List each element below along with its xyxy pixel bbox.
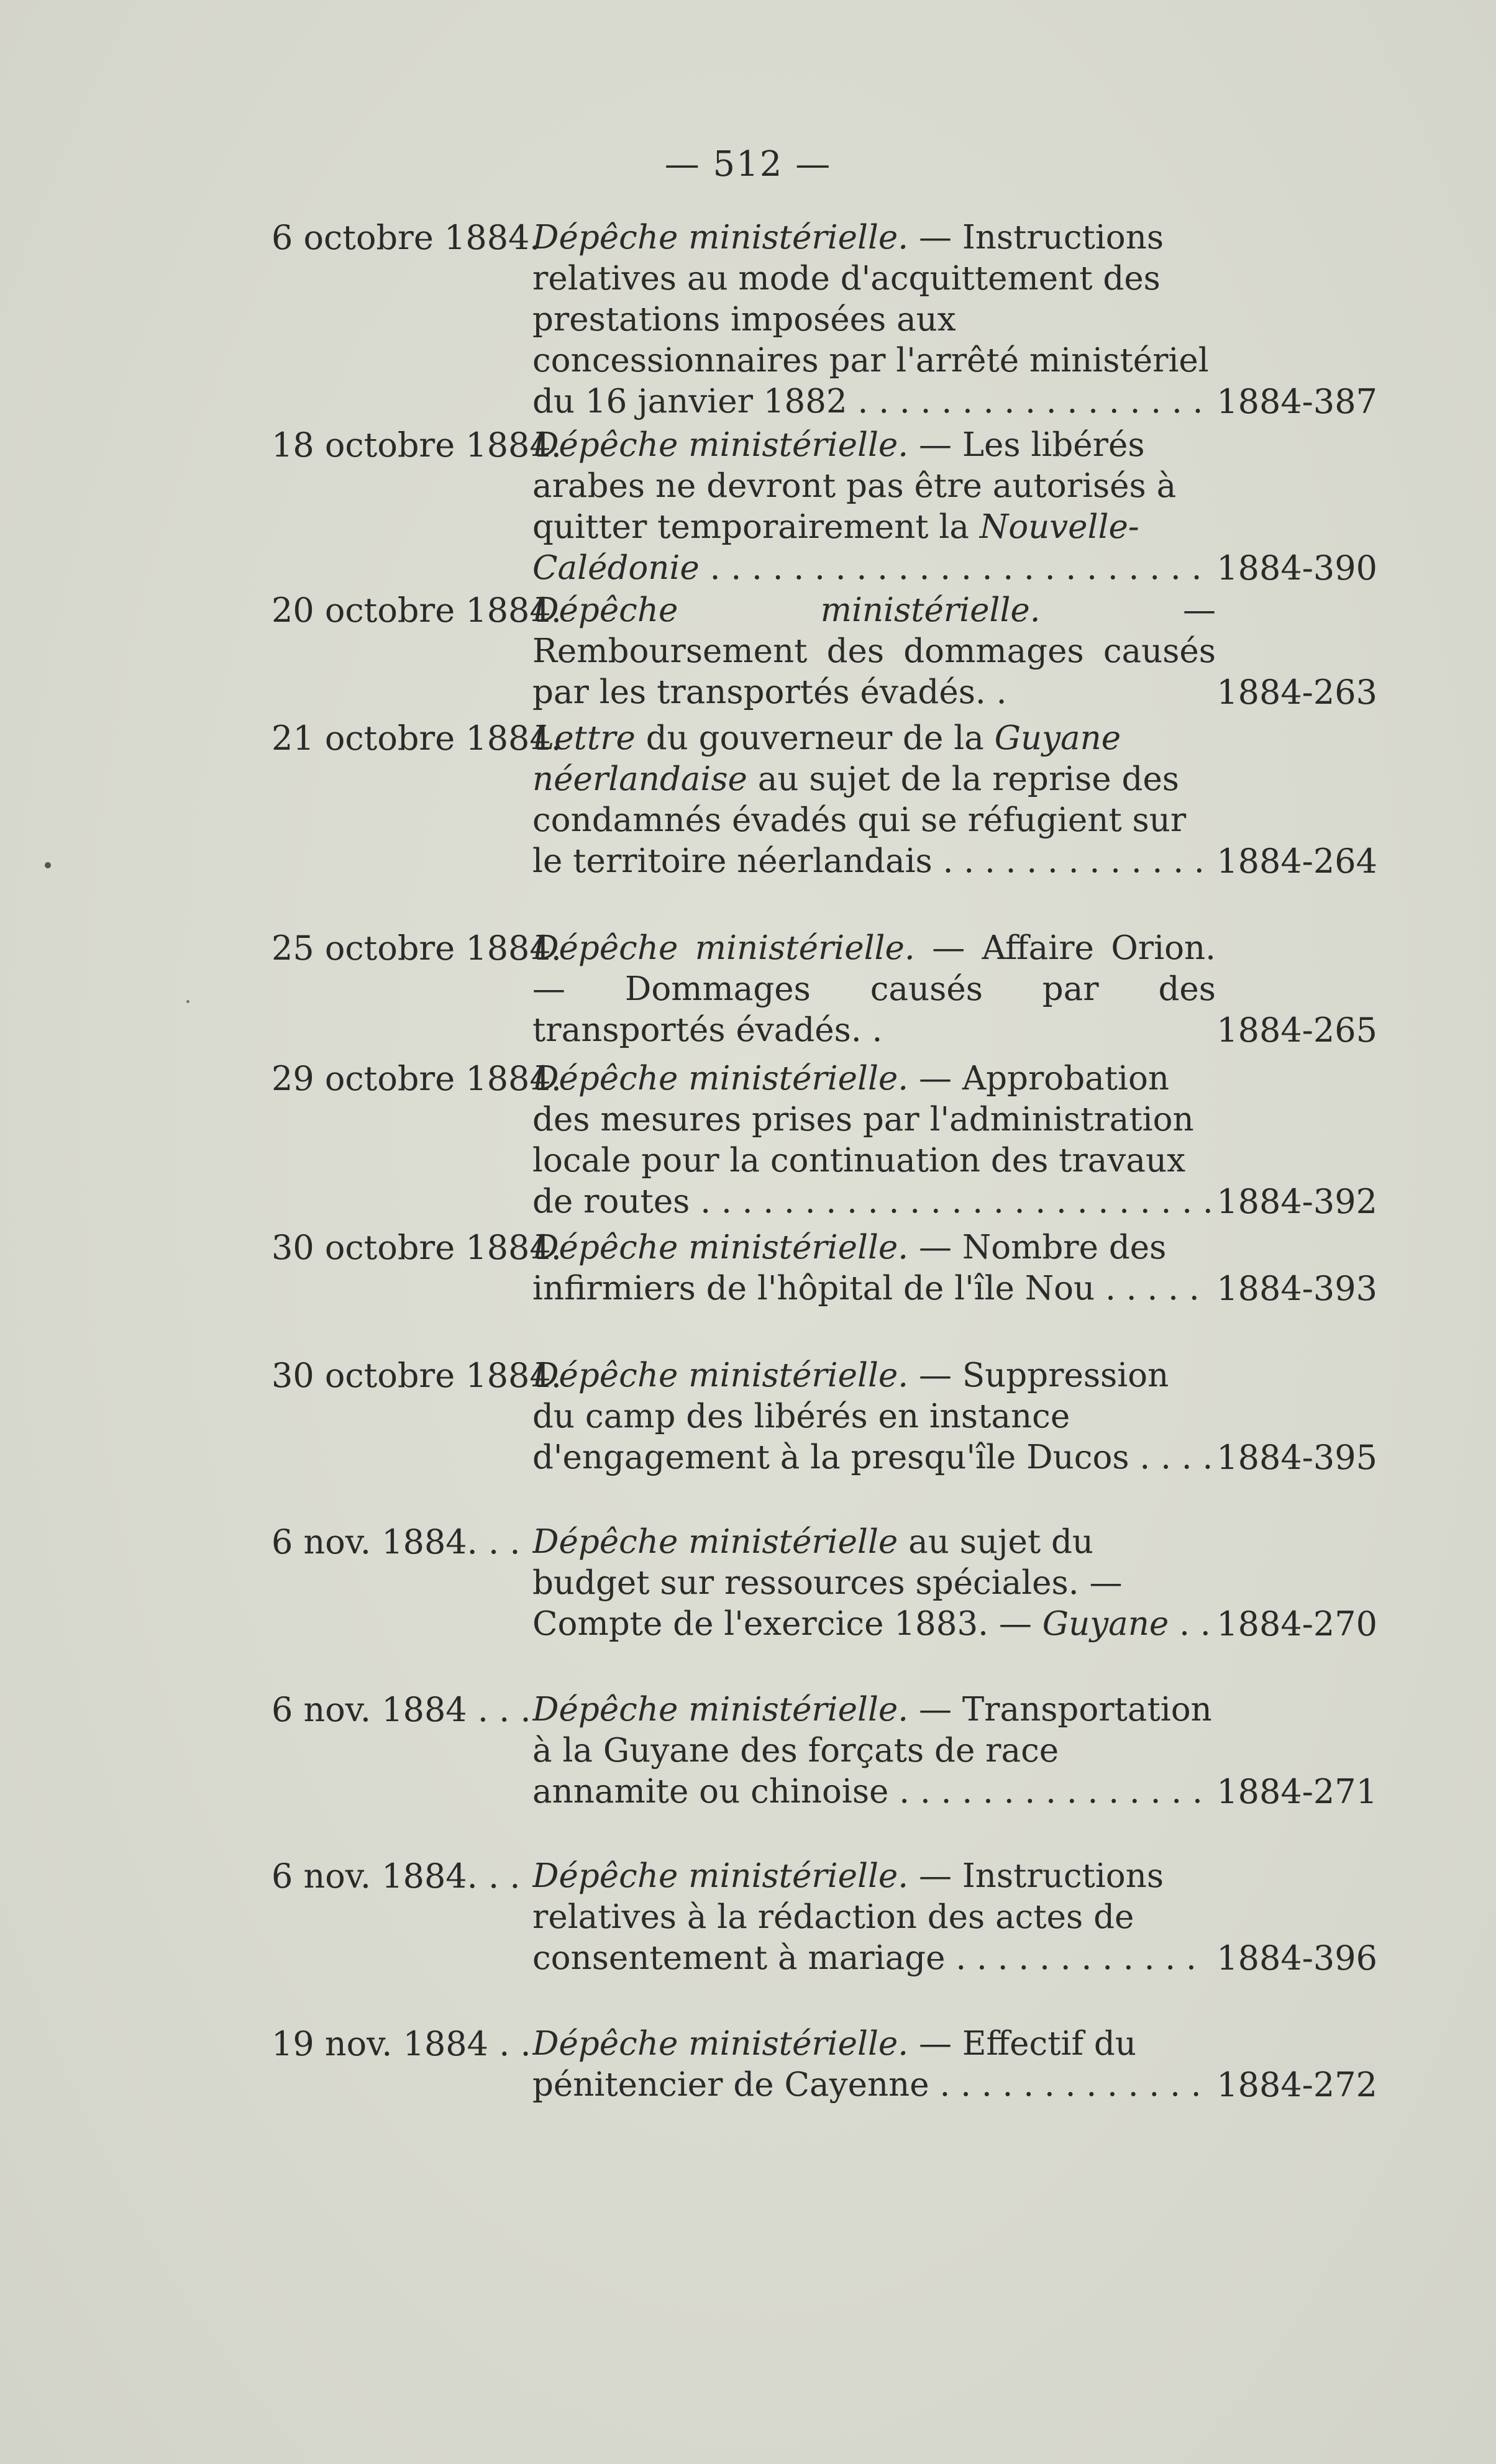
entry-text <box>532 590 1216 713</box>
entry-body: — Approbation des mesures prises par l'administration locale pour la continuation des travaux de routes <box>532 1060 1194 1221</box>
entry-reference: 1884-392 <box>1216 1182 1377 1221</box>
entry-date: 29 octobre 1884. <box>271 1059 562 1098</box>
list-item <box>271 1522 1377 1645</box>
entry-body-after: au sujet de la reprise des condamnés évadés qui se réfugient sur le territoire néerlandais <box>532 760 1187 880</box>
entry-italic: Guyane <box>1042 1605 1169 1643</box>
entry-text <box>532 2024 1216 2106</box>
entry-lead: Dépêche ministérielle. <box>532 426 909 464</box>
entry-text <box>532 718 1216 882</box>
entry-lead: Dépêche ministérielle. <box>532 1229 909 1266</box>
list-item <box>271 1058 1377 1222</box>
list-item <box>271 590 1377 713</box>
list-item <box>271 1355 1377 1478</box>
entry-reference: 1884-395 <box>1216 1438 1377 1477</box>
list-item <box>271 1689 1377 1812</box>
entry-italic: Nouvelle-Calédonie <box>532 508 1139 587</box>
entry-body: — Effectif du pénitencier de Cayenne <box>532 2025 1136 2104</box>
list-item <box>271 425 1377 589</box>
entry-reference: 1884-270 <box>1216 1604 1377 1643</box>
entry-text <box>532 1058 1216 1222</box>
entry-reference: 1884-271 <box>1216 1772 1377 1811</box>
entry-text <box>532 1689 1216 1812</box>
entry-date: 21 octobre 1884. <box>271 719 562 758</box>
entry-date: 6 nov. 1884. . . <box>271 1857 521 1896</box>
entry-reference: 1884-393 <box>1216 1269 1377 1308</box>
entry-date: 6 nov. 1884. . . <box>271 1522 521 1562</box>
entry-italic: Guyane néerlandaise <box>532 719 1121 798</box>
entry-lead: Dépêche ministérielle. <box>532 1060 909 1098</box>
entry-body: — Transportation à la Guyane des forçats de race annamite ou chinoise <box>532 1691 1212 1811</box>
entry-text <box>532 928 1216 1051</box>
page-number: — 512 — <box>664 144 832 184</box>
list-item <box>271 1227 1377 1309</box>
entry-body: — Instructions relatives à la rédaction des actes de consentement à mariage <box>532 1857 1164 1977</box>
entry-text <box>532 1227 1216 1309</box>
list-item <box>271 217 1377 422</box>
entry-date: 6 nov. 1884 . . . <box>271 1690 531 1729</box>
entry-text <box>532 425 1216 589</box>
entry-lead: Dépêche ministérielle. <box>532 2025 909 2063</box>
entry-body: du gouverneur de la <box>645 719 984 757</box>
entry-lead: Dépêche ministérielle. <box>532 1691 909 1729</box>
entry-lead: Dépêche ministérielle <box>532 1523 898 1561</box>
entry-lead: Dépêche ministérielle. <box>532 1357 909 1394</box>
entry-date: 6 octobre 1884. <box>271 218 540 257</box>
list-item <box>271 928 1377 1051</box>
entry-body: — Les libérés arabes ne devront pas être autorisés à quitter temporairement la <box>532 426 1177 546</box>
paper-speck <box>186 1000 189 1003</box>
entry-date: 18 octobre 1884. <box>271 425 562 465</box>
entry-reference: 1884-387 <box>1216 382 1377 421</box>
entry-date: 19 nov. 1884 . . <box>271 2024 531 2063</box>
entry-body: — Remboursement des dommages causés par les transportés évadés. . <box>532 591 1216 711</box>
entry-lead: Lettre <box>532 719 636 757</box>
list-item <box>271 2024 1377 2106</box>
entry-reference: 1884-396 <box>1216 1939 1377 1978</box>
entry-date: 30 octobre 1884. <box>271 1356 562 1395</box>
entry-reference: 1884-263 <box>1216 673 1377 712</box>
entry-date: 20 octobre 1884. <box>271 591 562 630</box>
entry-date: 25 octobre 1884. <box>271 929 562 968</box>
entry-text <box>532 1522 1216 1645</box>
list-item <box>271 718 1377 882</box>
entry-body: — Suppression du camp des libérés en instance d'engagement à la presqu'île Ducos <box>532 1357 1169 1476</box>
list-item <box>271 1856 1377 1979</box>
entry-body: au sujet du budget sur ressources spéciales. — Compte de l'exercice 1883. — <box>532 1523 1123 1643</box>
entry-lead: Dépêche ministérielle. <box>532 1857 909 1895</box>
entry-reference: 1884-265 <box>1216 1011 1377 1050</box>
entry-body: — Affaire Orion. — Dommages causés par des transportés évadés. . <box>532 929 1216 1049</box>
entry-date: 30 octobre 1884. <box>271 1228 562 1267</box>
entry-reference: 1884-390 <box>1216 548 1377 588</box>
entry-body: — Instructions relatives au mode d'acquittement des prestations imposées aux concessionnaires par l'arrêté ministériel du 16 janvier 1882 <box>532 219 1209 421</box>
entry-text <box>532 1856 1216 1979</box>
entry-lead: Dépêche ministérielle. <box>532 219 909 257</box>
entry-reference: 1884-264 <box>1216 842 1377 881</box>
entry-text <box>532 1355 1216 1478</box>
entry-reference: 1884-272 <box>1216 2065 1377 2104</box>
entry-lead: Dépêche ministérielle. <box>532 591 1041 629</box>
paper-speck <box>45 862 51 868</box>
entry-body: — Nombre des infirmiers de l'hôpital de l'île Nou <box>532 1229 1167 1307</box>
entry-text <box>532 217 1216 422</box>
entry-lead: Dépêche ministérielle. <box>532 929 915 967</box>
